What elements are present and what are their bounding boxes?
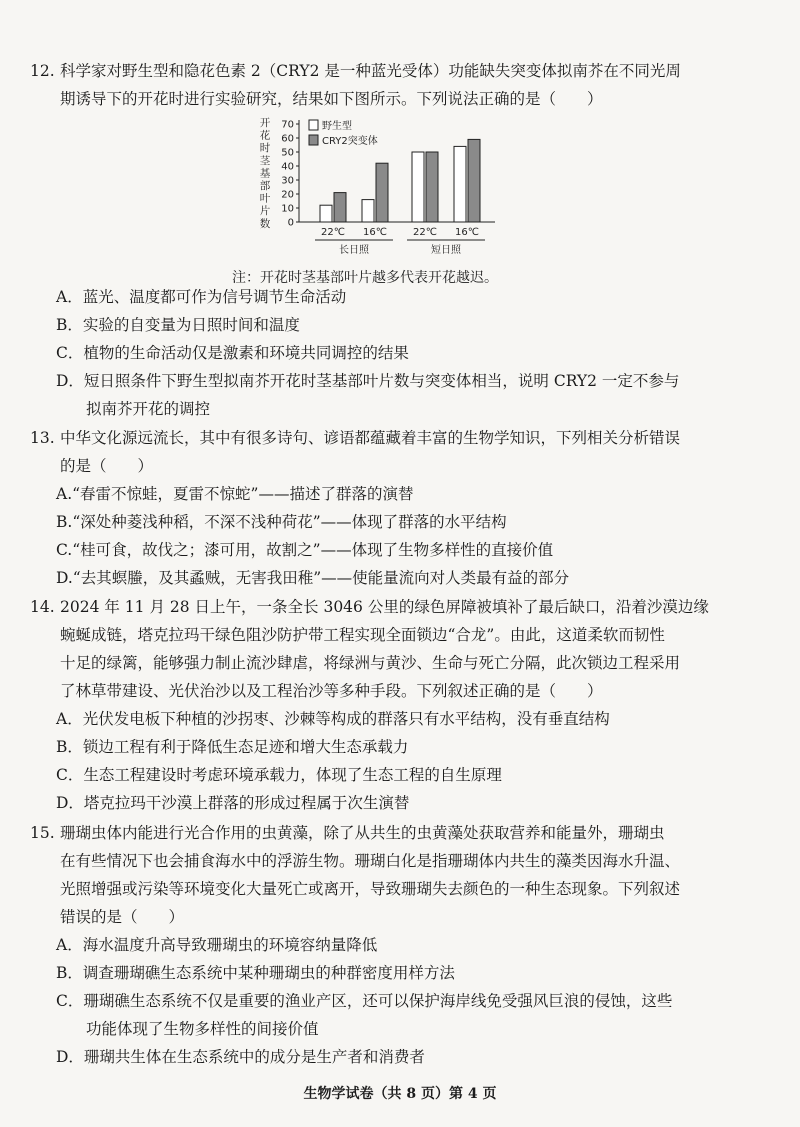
option-c: C．生态工程建设时考虑环境承载力，体现了生态工程的自生原理: [56, 766, 502, 784]
question-stem: 2024 年 11 月 28 日上午，一条全长 3046 公里的绿色屏障被填补了最后缺口，沿着沙漠边缘: [60, 598, 709, 616]
bar-mutant: [468, 139, 480, 222]
legend-swatch: [309, 135, 318, 145]
page-footer: 生物学试卷（共 8 页）第 4 页: [303, 1086, 497, 1102]
option-c: C.“桂可食，故伐之；漆可用，故割之”——体现了生物多样性的直接价值: [56, 541, 554, 559]
y-tick-label: 50: [281, 147, 294, 159]
x-tick-label: 16℃: [455, 227, 479, 238]
question-stem: 期诱导下的开花时进行实验研究，结果如下图所示。下列说法正确的是（ ）: [60, 90, 603, 108]
x-tick-label: 22℃: [321, 227, 345, 238]
option-a: A.“春雷不惊蛙，夏雷不惊蛇”——描述了群落的演替: [56, 485, 414, 503]
question-stem: 珊瑚虫体内能进行光合作用的虫黄藻，除了从共生的虫黄藻处获取营养和能量外，珊瑚虫: [60, 824, 665, 842]
question-14: [30, 593, 770, 817]
bar-wildtype: [412, 152, 424, 222]
question-15: [30, 819, 770, 1071]
bar-mutant: [334, 193, 346, 222]
question-stem: 光照增强或污染等环境变化大量死亡或离开，导致珊瑚失去颜色的一种生态现象。下列叙述: [60, 880, 681, 898]
option-d: D．塔克拉玛干沙漠上群落的形成过程属于次生演替: [56, 794, 410, 812]
y-tick-label: 30: [281, 175, 294, 187]
bar-mutant: [426, 152, 438, 222]
bar-wildtype: [454, 146, 466, 222]
question-stem: 在有些情况下也会捕食海水中的浮游生物。珊瑚白化是指珊瑚体内共生的藻类因海水升温、: [60, 852, 681, 870]
question-stem: 错误的是（ ）: [60, 908, 185, 926]
note-text: 注：开花时茎基部叶片越多代表开花越迟。: [232, 270, 498, 286]
option-c-continued: 功能体现了生物多样性的间接价值: [86, 1020, 319, 1038]
question-number: 15.: [30, 824, 55, 842]
legend-swatch: [309, 120, 318, 130]
option-d: D．短日照条件下野生型拟南芥开花时茎基部叶片数与突变体相当，说明 CRY2 一定不参与: [56, 372, 680, 390]
question-stem: 中华文化源远流长，其中有很多诗句、谚语都蕴藏着丰富的生物学知识，下列相关分析错误: [60, 429, 681, 447]
option-a: A．海水温度升高导致珊瑚虫的环境容纳量降低: [56, 936, 378, 954]
y-tick-label: 10: [281, 203, 294, 215]
question-12-options: [30, 283, 770, 423]
y-tick-label: 60: [281, 133, 294, 145]
y-axis-label: 开花时茎基部叶片数: [259, 117, 271, 230]
option-b: B.“深处种菱浅种稻，不深不浅种荷花”——体现了群落的水平结构: [56, 513, 507, 531]
option-d: D．珊瑚共生体在生态系统中的成分是生产者和消费者: [56, 1048, 425, 1066]
question-number: 14.: [30, 598, 55, 616]
option-a: A．光伏发电板下种植的沙拐枣、沙棘等构成的群落只有水平结构，没有垂直结构: [56, 710, 610, 728]
x-tick-label: 16℃: [363, 227, 387, 238]
option-d-continued: 拟南芥开花的调控: [86, 400, 211, 418]
question-number: 12.: [30, 62, 55, 80]
y-tick-label: 0: [287, 217, 294, 229]
bar-mutant: [376, 163, 388, 222]
y-tick-label: 20: [281, 189, 294, 201]
legend-label: 野生型: [322, 121, 352, 132]
question-stem: 蜿蜒成链，塔克拉玛干绿色阻沙防护带工程实现全面锁边“合龙”。由此，这道柔软而韧性: [60, 626, 665, 644]
bar-wildtype: [320, 205, 332, 222]
legend-label: CRY2突变体: [322, 136, 378, 147]
option-c: C．珊瑚礁生态系统不仅是重要的渔业产区，还可以保护海岸线免受强风巨浪的侵蚀，这些: [56, 992, 673, 1010]
question-stem: 的是（ ）: [60, 457, 154, 475]
question-12: [30, 57, 770, 113]
x-tick-label: 22℃: [413, 227, 437, 238]
question-number: 13.: [30, 429, 55, 447]
bar-wildtype: [362, 200, 374, 222]
option-b: B．调查珊瑚礁生态系统中某种珊瑚虫的种群密度用样方法: [56, 964, 455, 982]
group-label: 短日照: [431, 245, 461, 256]
option-b: B．实验的自变量为日照时间和温度: [56, 316, 300, 334]
y-tick-label: 40: [281, 161, 294, 173]
option-c: C．植物的生命活动仅是激素和环境共同调控的结果: [56, 344, 409, 362]
question-stem: 十足的绿篱，能够强力制止流沙肆虐，将绿洲与黄沙、生命与死亡分隔，此次锁边工程采用: [60, 654, 681, 672]
option-a: A．蓝光、温度都可作为信号调节生命活动: [56, 288, 347, 306]
group-label: 长日照: [339, 245, 369, 256]
question-stem: 了林草带建设、光伏治沙以及工程治沙等多种手段。下列叙述正确的是（ ）: [60, 682, 603, 700]
option-d: D.“去其螟螣，及其蟊贼，无害我田稚”——使能量流向对人类最有益的部分: [56, 569, 570, 587]
question-13: [30, 424, 770, 592]
y-tick-label: 70: [281, 119, 294, 131]
option-b: B．锁边工程有利于降低生态足迹和增大生态承载力: [56, 738, 409, 756]
question-stem: 科学家对野生型和隐花色素 2（CRY2 是一种蓝光受体）功能缺失突变体拟南芥在不同光周: [60, 62, 681, 80]
